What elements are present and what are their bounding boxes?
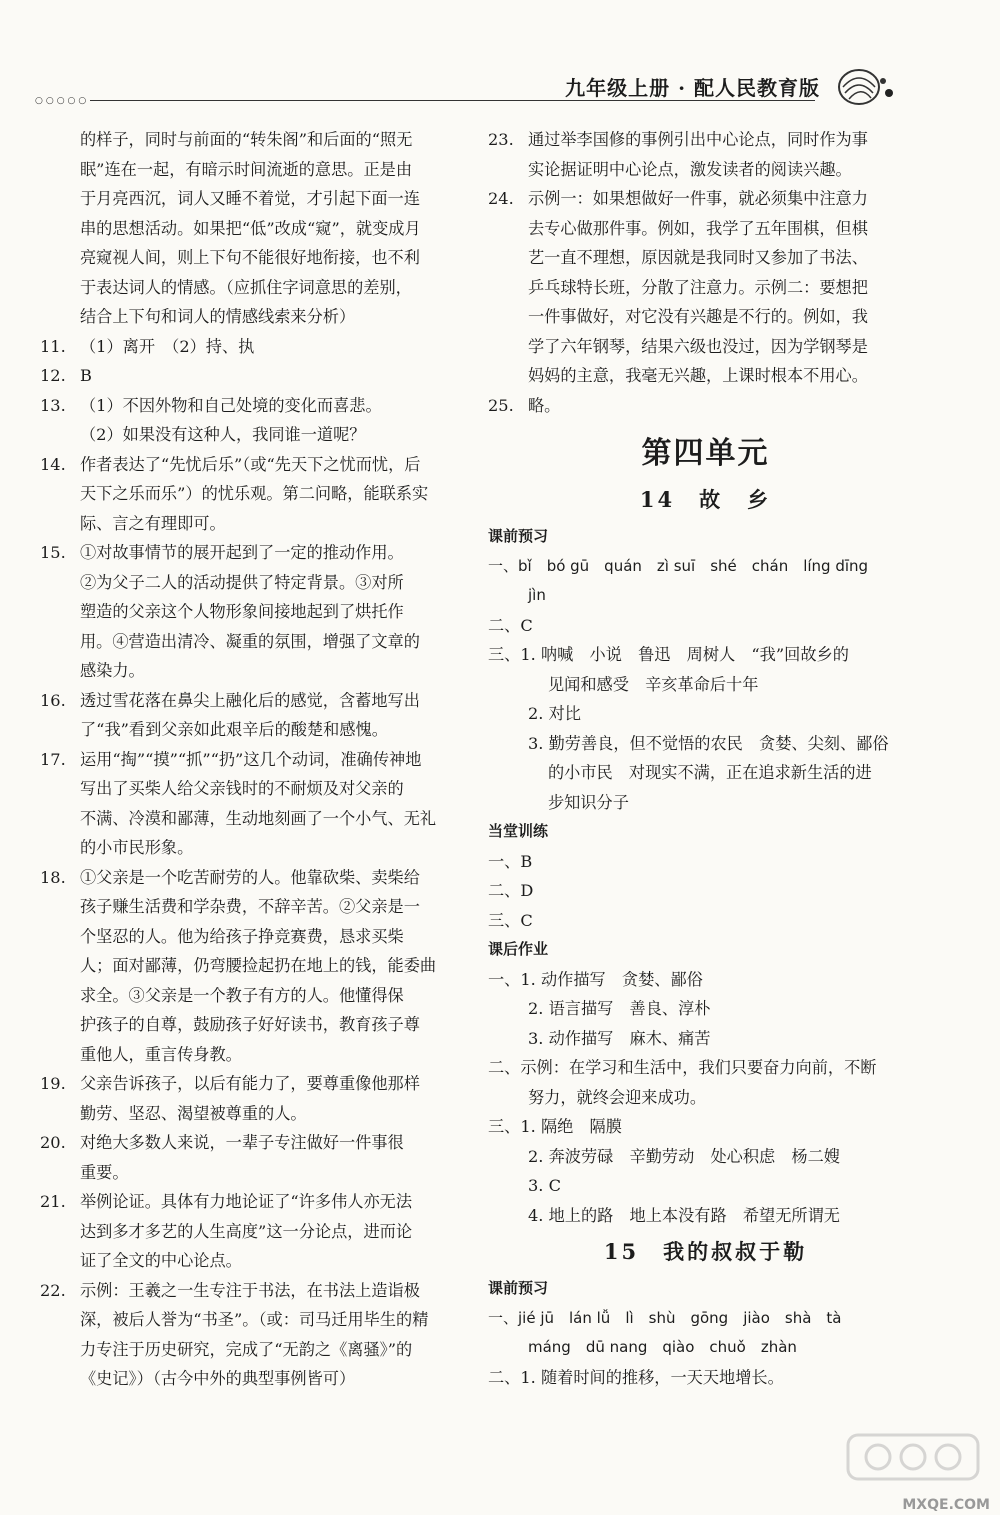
answer-16: 16. 透过雪花落在鼻尖上融化后的感觉，含蓄地写出 (40, 690, 420, 710)
text-line: 艺一直不理想，原因就是我同时又参加了书法、 (528, 248, 868, 267)
text-line: 力专注于历史研究，完成了“无韵之《离骚》”的 (80, 1339, 413, 1359)
text-line: 3. 动作描写 麻木、痛苦 (528, 1028, 711, 1048)
text-line: 用。④营造出清冷、凝重的氛围，增强了文章的 (80, 631, 420, 651)
text-line: 三、C (488, 910, 533, 930)
text-line: 二、D (488, 881, 534, 900)
section-heading: 课前预习 (488, 527, 549, 545)
text-line: 2. 对比 (528, 704, 581, 723)
text-line: 去专心做那件事。例如，我学了五年围棋，但棋 (528, 218, 868, 238)
answer-12: 12. B (40, 366, 92, 385)
text-line: 重要。 (80, 1162, 129, 1182)
text-line: 乒乓球特长班，分散了注意力。示例二：要想把 (528, 277, 868, 297)
lesson-title-14: 14 故 乡 (639, 487, 772, 512)
answer-23: 23. 通过举李国修的事例引出中心论点，同时作为事 (488, 130, 868, 149)
pinyin-line: 一、bǐ bó gū quán zì suī shé chán líng dīng (488, 556, 869, 575)
text-line: 塑造的父亲这个人物形象间接地起到了烘托作 (80, 602, 404, 621)
text-line: 深，被后人誉为“书圣”。（或：司马迁用毕生的精 (80, 1310, 429, 1329)
answer-13: 13. （1）不因外物和自己处境的变化而喜悲。 (40, 395, 382, 415)
text-line: 学了六年钢琴，结果六级也没过，因为学钢琴是 (528, 336, 868, 356)
text-line: 2. 语言描写 善良、淳朴 (528, 999, 711, 1018)
text-line: 眠”连在一起，有暗示时间流逝的意思。正是由 (80, 159, 413, 179)
text-line: 证了全文的中心论点。 (80, 1251, 242, 1270)
text-line: ②为父子二人的活动提供了特定背景。③对所 (80, 572, 404, 592)
answer-24: 24. 示例一：如果想做好一件事，就必须集中注意力 (488, 189, 868, 208)
answer-21: 21. 举例论证。具体有力地论证了“许多伟人亦无法 (40, 1192, 413, 1211)
section-heading: 课后作业 (488, 940, 549, 958)
text-line: 际、言之有理即可。 (80, 513, 226, 533)
answer-14: 14. 作者表达了“先忧后乐”（或“先天下之忧而忧，后 (40, 454, 421, 474)
text-line: 的样子，同时与前面的“转朱阁”和后面的“照无 (80, 130, 413, 149)
text-line: 《史记》）（古今中外的典型事例皆可） (80, 1369, 356, 1388)
text-line: 3. C (528, 1176, 561, 1195)
text-line: 二、1. 随着时间的推移，一天天地增长。 (488, 1367, 784, 1387)
pinyin-line: jìn (528, 586, 546, 604)
section-heading: 当堂训练 (488, 822, 549, 840)
text-line: 个坚忍的人。他为给孩子挣竞赛费，恳求买柴 (80, 926, 404, 946)
text-line: 写出了买柴人给父亲钱时的不耐烦及对父亲的 (80, 779, 404, 798)
text-line: 的小市民形象。 (80, 838, 194, 857)
text-line: 4. 地上的路 地上本没有路 希望无所谓无 (528, 1205, 840, 1225)
text-line: 感染力。 (80, 661, 145, 680)
text-line: 步知识分子 (548, 792, 629, 812)
text-line: 努力，就终会迎来成功。 (528, 1087, 707, 1107)
text-line: 二、示例：在学习和生活中，我们只要奋力向前，不断 (488, 1058, 877, 1077)
text-line: 达到多才多艺的人生高度”这一分论点，进而论 (80, 1221, 413, 1241)
text-line: 二、C (488, 615, 533, 635)
left-column (40, 125, 470, 1394)
text-line: 2. 奔波劳碌 辛勤劳动 处心积虑 杨二嫂 (528, 1146, 840, 1166)
section-heading: 课前预习 (488, 1279, 549, 1297)
text-line: 三、1. 隔绝 隔膜 (488, 1117, 622, 1136)
header-dots: ○○○○○ (35, 96, 90, 106)
text-line: 一、1. 动作描写 贪婪、鄙俗 (488, 969, 703, 989)
text-line: 求全。③父亲是一个教子有方的人。他懂得保 (80, 985, 404, 1005)
text-line: 不满、冷漠和鄙薄，生动地刻画了一个小气、无礼 (80, 808, 437, 828)
text-line: 人；面对鄙薄，仍弯腰捡起扔在地上的钱，能委曲 (80, 956, 437, 975)
answer-19: 19. 父亲告诉孩子，以后有能力了，要尊重像他那样 (40, 1074, 420, 1093)
text-line: 结合上下句和词人的情感线索来分析） (80, 307, 356, 326)
watermark-logo-icon (838, 1427, 988, 1507)
text-line: 亮窥视人间，则上下句不能很好地衔接，也不利 (80, 248, 420, 267)
text-line: （2）如果没有这种人，我同谁一道呢？ (80, 425, 366, 444)
text-line: 于月亮西沉，词人又睡不着觉，才引起下面一连 (80, 189, 420, 208)
unit-title: 第四单元 (641, 436, 770, 471)
lesson-title-15: 15 我的叔叔于勒 (603, 1239, 808, 1264)
answer-11: 11. （1）离开 （2）持、执 (40, 336, 255, 356)
text-line: 一件事做好，对它没有兴趣是不行的。例如，我 (528, 307, 868, 326)
header-title: 九年级上册 · 配人民教育版 (565, 76, 820, 100)
header-logo-icon (835, 65, 895, 107)
text-line: 孩子赚生活费和学杂费，不辞辛苦。②父亲是一 (80, 897, 420, 916)
text-line: 串的思想活动。如果把“低”改成“窥”，就变成月 (80, 218, 421, 238)
answer-20: 20. 对绝大多数人来说，一辈子专注做好一件事很 (40, 1133, 404, 1152)
answer-15: 15. ①对故事情节的展开起到了一定的推动作用。 (40, 543, 404, 562)
text-line: 勤劳、坚忍、渴望被尊重的人。 (80, 1103, 307, 1123)
right-column (488, 125, 923, 1392)
text-line: 于表达词人的情感。（应抓住字词意思的差别， (80, 277, 412, 297)
text-line: 护孩子的自尊，鼓励孩子好好读书，教育孩子尊 (80, 1015, 420, 1034)
text-line: 一、B (488, 851, 533, 871)
pinyin-line: 一、jié jū lán lǚ lì shù gōng jiào shà tà (488, 1308, 842, 1327)
text-line: 见闻和感受 辛亥革命后十年 (548, 674, 759, 694)
text-line: 三、1. 呐喊 小说 鲁迅 周树人 “我”回故乡的 (488, 645, 849, 664)
text-line: 的小市民 对现实不满，正在追求新生活的进 (548, 763, 872, 782)
text-line: 妈妈的主意，我毫无兴趣，上课时根本不用心。 (528, 366, 868, 385)
answer-17: 17. 运用“掏”“摸”“抓”“扔”这几个动词，准确传神地 (40, 749, 422, 769)
pinyin-line: máng dū nang qiào chuǒ zhàn (528, 1338, 797, 1356)
answer-22: 22. 示例：王羲之一生专注于书法，在书法上造诣极 (40, 1280, 420, 1300)
answer-25: 25. 略。 (488, 395, 561, 415)
text-line: 天下之乐而乐”）的忧乐观。第二问略，能联系实 (80, 484, 429, 503)
text-line: 3. 勤劳善良，但不觉悟的农民 贪婪、尖刻、鄙俗 (528, 733, 889, 753)
text-line: 重他人，重言传身教。 (80, 1044, 242, 1064)
answer-18: 18. ①父亲是一个吃苦耐劳的人。他靠砍柴、卖柴给 (40, 867, 420, 887)
text-line: 实论据证明中心论点，激发读者的阅读兴趣。 (528, 159, 852, 179)
watermark-text: MXQE.COM (902, 1497, 990, 1513)
text-line: 了“我”看到父亲如此艰辛后的酸楚和感愧。 (80, 720, 388, 739)
page-header (30, 60, 970, 110)
